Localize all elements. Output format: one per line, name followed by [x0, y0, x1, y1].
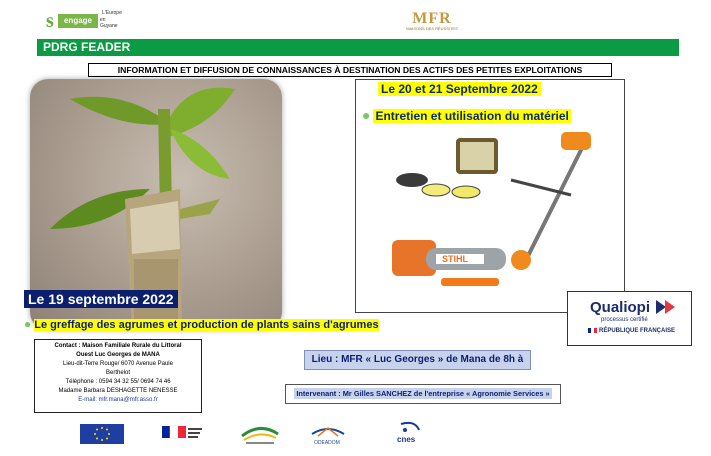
cnes-label: cnes	[397, 435, 416, 444]
qualiopi-country	[588, 328, 675, 334]
mfr-logo-text: MFR	[412, 10, 452, 27]
session2-date: Le 20 et 21 Septembre 2022	[378, 82, 541, 96]
europe-logo-word: engage	[58, 14, 98, 28]
session2-topic	[362, 107, 571, 123]
french-flag-icon	[588, 328, 597, 333]
odeadom-label: ODEADOM	[314, 440, 340, 446]
collectivite-guyane-icon	[236, 420, 284, 448]
speaker-box	[285, 384, 561, 404]
cnes-icon	[393, 420, 423, 444]
contact-line: Ouest Luc Georges de MANA	[76, 352, 160, 358]
odeadom-icon	[308, 424, 348, 446]
session1-topic	[24, 317, 379, 331]
svg-text:STIHL: STIHL	[442, 254, 468, 264]
bullet-icon: ●	[362, 107, 371, 123]
session1-topic-text: Le greffage des agrumes et production de plants sains d'agrumes	[34, 319, 379, 331]
eu-flag-icon	[80, 424, 124, 444]
pdrg-banner	[37, 39, 679, 56]
contact-name: Madame Barbara DESHAGETTE NENESSE	[58, 388, 178, 394]
contact-box	[34, 339, 202, 413]
session2-topic-text: Entretien et utilisation du matériel	[375, 109, 569, 123]
main-title: INFORMATION ET DIFFUSION DE CONNAISSANCES À DESTINATION DES ACTIFS DES PETITES EXPLOITATIONS	[88, 63, 612, 77]
qualiopi-logo	[567, 291, 692, 346]
mfr-logo-tagline: MAISONS DES RÉUSSITES	[406, 26, 458, 31]
pdrg-banner-label: PDRG FEADER	[43, 40, 131, 54]
qualiopi-subtitle: processus certifié	[601, 317, 648, 323]
speaker-text: Intervenant : Mr Gilles SANCHEZ de l'entreprise « Agronomie Services »	[296, 389, 550, 398]
qualiopi-arrows-icon	[656, 300, 678, 314]
europe-logo-line1: L'Europe	[102, 10, 122, 16]
mfr-logo	[402, 10, 462, 36]
europe-engage-logo	[46, 6, 122, 34]
contact-phone: Téléphone : 0594 34 32 55/ 0694 74 46	[65, 379, 171, 385]
qualiopi-country-text: RÉPUBLIQUE FRANÇAISE	[599, 328, 676, 335]
french-government-icon	[162, 424, 204, 444]
europe-logo-line2: en Guyane	[100, 17, 118, 29]
bullet-icon: ●	[24, 317, 32, 331]
contact-email[interactable]: E-mail: mfr.mana@mfr.asso.fr	[78, 397, 158, 403]
contact-line: Lieu-dit-Terre Rouge/ 6070 Avenue Paule	[63, 361, 173, 367]
contact-line: Berthelot	[105, 370, 130, 376]
europe-logo-letter: s	[46, 10, 54, 32]
qualiopi-name: Qualiopi	[590, 299, 650, 316]
contact-line: Contact : Maison Familiale Rurale du Littoral	[54, 343, 182, 349]
location-box: Lieu : MFR « Luc Georges » de Mana de 8h à	[304, 350, 531, 370]
session1-date: Le 19 septembre 2022	[24, 290, 178, 308]
